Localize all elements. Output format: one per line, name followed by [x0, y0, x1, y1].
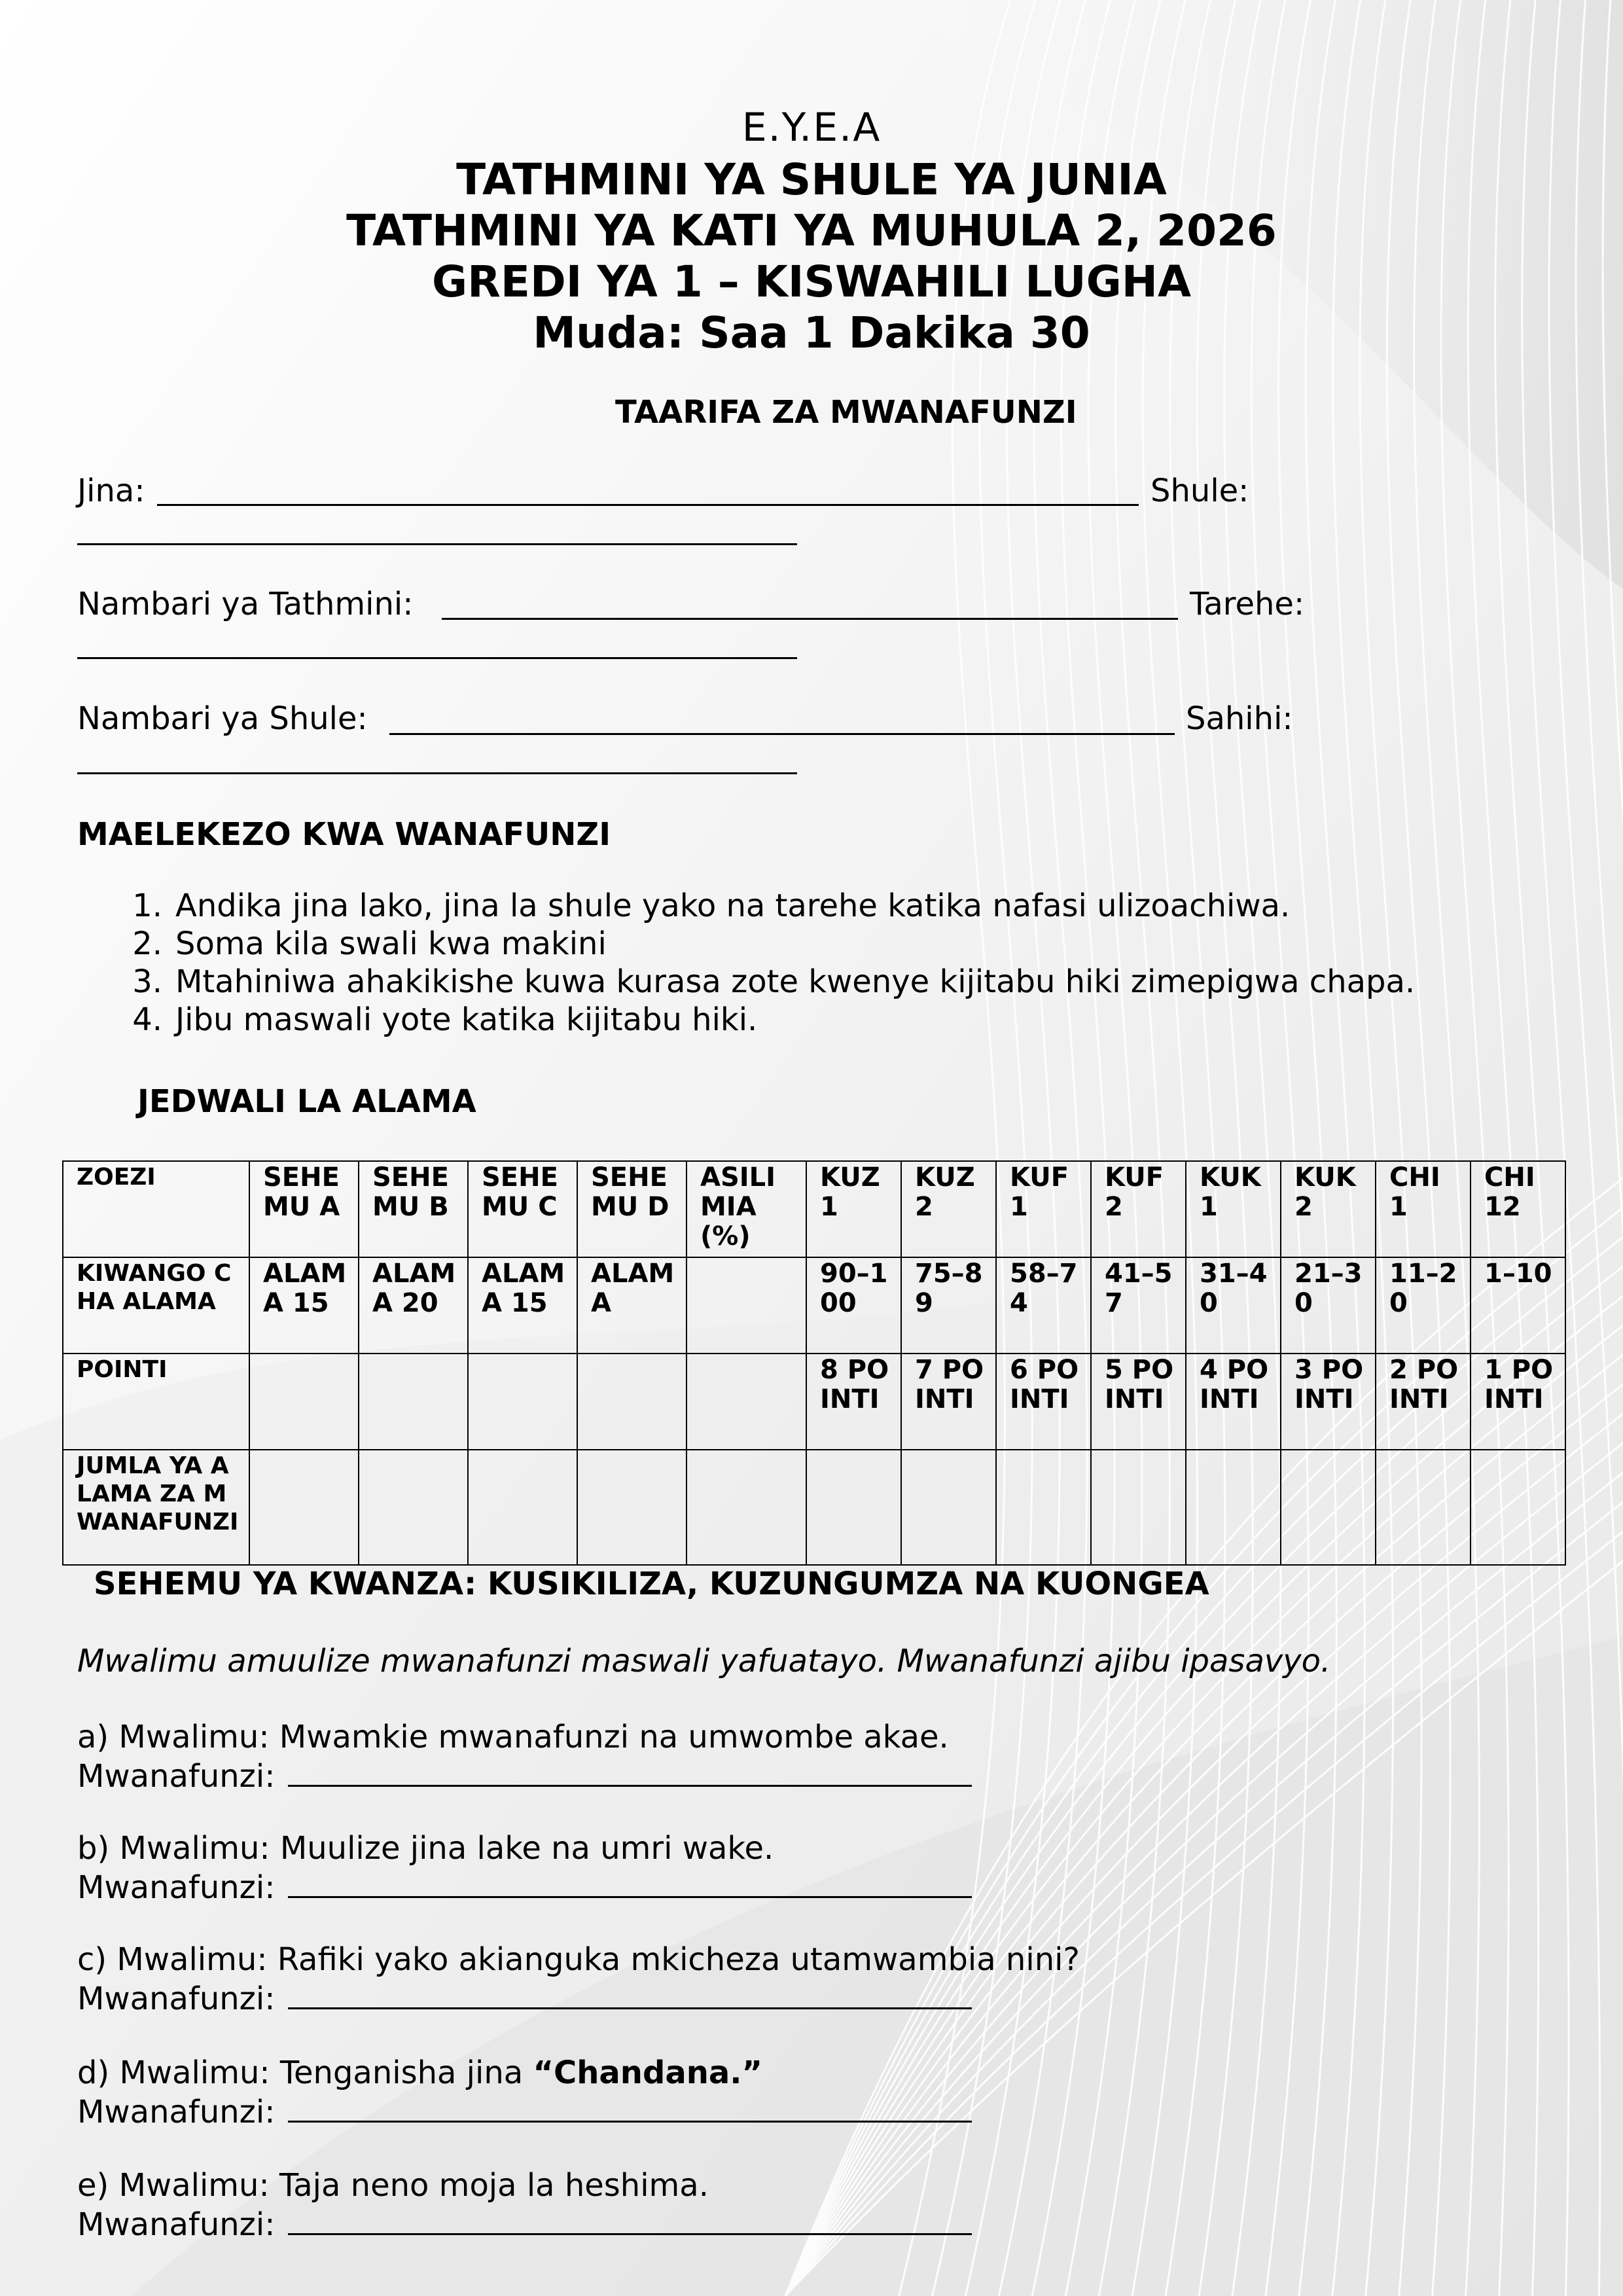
question-prompt: a) Mwalimu: Mwamkie mwanafunzi na umwombe akae.: [77, 1719, 949, 1755]
table-cell: 6 POINTI: [996, 1354, 1091, 1450]
row-header-cell: POINTI: [63, 1354, 249, 1450]
table-cell: 11–20: [1376, 1257, 1471, 1354]
table-cell[interactable]: [806, 1450, 901, 1565]
table-cell[interactable]: [1281, 1450, 1376, 1565]
table-cell: SEHEMU D: [577, 1161, 687, 1257]
table-row: [63, 1450, 1565, 1565]
answer-line: [77, 2092, 972, 2131]
table-cell: ALAMA 15: [468, 1257, 577, 1354]
answer-label: Mwanafunzi:: [77, 1869, 276, 1906]
table-cell: ALAMA: [577, 1257, 687, 1354]
table-cell: 4 POINTI: [1186, 1354, 1281, 1450]
table-cell: 5 POINTI: [1091, 1354, 1186, 1450]
table-cell: KUF 2: [1091, 1161, 1186, 1257]
question-item: [77, 2166, 972, 2244]
table-cell[interactable]: [901, 1450, 996, 1565]
student-info-title: TAARIFA ZA MWANAFUNZI: [615, 394, 1077, 431]
table-cell: [249, 1354, 359, 1450]
question-item: [77, 1941, 1080, 2018]
table-cell[interactable]: [687, 1450, 806, 1565]
answer-line: [77, 1867, 972, 1907]
question-text: [77, 1718, 972, 1756]
table-cell[interactable]: [249, 1450, 359, 1565]
question-text: [77, 2054, 972, 2092]
table-cell[interactable]: [996, 1450, 1091, 1565]
table-cell[interactable]: [1376, 1450, 1471, 1565]
table-cell: 7 POINTI: [901, 1354, 996, 1450]
question-item: [77, 2054, 972, 2131]
question-prompt: e) Mwalimu: Taja neno moja la heshima.: [77, 2167, 709, 2204]
table-cell: SEHEMU A: [249, 1161, 359, 1257]
table-cell: 58–74: [996, 1257, 1091, 1354]
table-cell: ALAMA 20: [359, 1257, 468, 1354]
answer-field[interactable]: [288, 1979, 972, 2009]
table-cell: 8 POINTI: [806, 1354, 901, 1450]
table-cell: 21–30: [1281, 1257, 1376, 1354]
table-cell: KUK 1: [1186, 1161, 1281, 1257]
score-table: [62, 1160, 1566, 1566]
table-cell[interactable]: [359, 1450, 468, 1565]
signature-label: Sahihi:: [1186, 700, 1293, 737]
section1-instruction: Mwalimu amuulize mwanafunzi maswali yafuatayo. Mwanafunzi ajibu ipasavyo.: [77, 1643, 1331, 1679]
table-cell: SEHEMU C: [468, 1161, 577, 1257]
table-cell: 3 POINTI: [1281, 1354, 1376, 1450]
table-cell: CHI 1: [1376, 1161, 1471, 1257]
answer-label: Mwanafunzi:: [77, 1981, 276, 2017]
section1-title: SEHEMU YA KWANZA: KUSIKILIZA, KUZUNGUMZA NA KUONGEA: [94, 1566, 1209, 1602]
answer-field[interactable]: [288, 2204, 972, 2235]
answer-line: [77, 1979, 1080, 2018]
school-field[interactable]: [77, 543, 797, 545]
table-cell: KUK 2: [1281, 1161, 1376, 1257]
table-row: [63, 1257, 1565, 1354]
table-cell: [359, 1354, 468, 1450]
table-cell: 1–10: [1471, 1257, 1565, 1354]
question-item: [77, 1829, 972, 1907]
table-cell[interactable]: [1091, 1450, 1186, 1565]
question-emphasis: “Chandana.”: [533, 2054, 763, 2091]
answer-field[interactable]: [288, 1756, 972, 1787]
table-cell[interactable]: [1471, 1450, 1565, 1565]
table-cell: [687, 1257, 806, 1354]
table-cell: 31–40: [1186, 1257, 1281, 1354]
question-text: [77, 1941, 1080, 1979]
list-item: 1. Andika jina lako, jina la shule yako na tarehe katika nafasi ulizoachiwa.: [132, 888, 1291, 924]
exam-number-field[interactable]: [442, 618, 1178, 620]
date-field[interactable]: [77, 657, 797, 659]
date-label: Tarehe:: [1190, 586, 1305, 622]
question-prompt: b) Mwalimu: Muulize jina lake na umri wake.: [77, 1830, 774, 1867]
table-cell[interactable]: [1186, 1450, 1281, 1565]
table-cell: KUF 1: [996, 1161, 1091, 1257]
row-header-cell: ZOEZI: [63, 1161, 249, 1257]
table-cell: CHI 12: [1471, 1161, 1565, 1257]
instructions-title: MAELEKEZO KWA WANAFUNZI: [77, 816, 611, 853]
exam-title-line2: TATHMINI YA KATI YA MUHULA 2, 2026: [346, 206, 1277, 256]
exam-title-line3: GREDI YA 1 – KISWAHILI LUGHA: [431, 257, 1192, 307]
name-field[interactable]: [157, 504, 1139, 506]
question-prompt: d) Mwalimu: Tenganisha jina: [77, 2054, 533, 2091]
answer-label: Mwanafunzi:: [77, 2206, 276, 2243]
table-cell: [577, 1354, 687, 1450]
answer-label: Mwanafunzi:: [77, 1758, 276, 1795]
instructions-list: [77, 887, 1415, 1039]
school-number-field[interactable]: [389, 733, 1175, 735]
row-header-cell: KIWANGO CHA ALAMA: [63, 1257, 249, 1354]
question-text: [77, 2166, 972, 2204]
table-cell: ALAMA 15: [249, 1257, 359, 1354]
question-prompt: c) Mwalimu: Rafiki yako akianguka mkicheza utamwambia nini?: [77, 1941, 1080, 1978]
list-item: 2. Soma kila swali kwa makini: [132, 925, 607, 962]
table-cell: [687, 1354, 806, 1450]
table-row: [63, 1161, 1565, 1257]
table-cell: KUZ 1: [806, 1161, 901, 1257]
exam-number-label: Nambari ya Tathmini:: [77, 586, 414, 622]
table-cell[interactable]: [468, 1450, 577, 1565]
name-label: Jina:: [77, 473, 145, 509]
exam-duration: Muda: Saa 1 Dakika 30: [533, 308, 1090, 358]
table-cell: 1 POINTI: [1471, 1354, 1565, 1450]
table-cell: 90–100: [806, 1257, 901, 1354]
answer-label: Mwanafunzi:: [77, 2094, 276, 2130]
row-header-cell: JUMLA YA ALAMA ZA MWANAFUNZI: [63, 1450, 249, 1565]
question-item: [77, 1718, 972, 1795]
table-cell: 75–89: [901, 1257, 996, 1354]
table-cell: 2 POINTI: [1376, 1354, 1471, 1450]
answer-line: [77, 2204, 972, 2244]
signature-field[interactable]: [77, 772, 797, 774]
school-label: Shule:: [1150, 473, 1249, 509]
table-cell: ASILIMIA (%): [687, 1161, 806, 1257]
organization-name: E.Y.E.A: [741, 105, 882, 151]
table-cell[interactable]: [577, 1450, 687, 1565]
table-row: [63, 1354, 1565, 1450]
answer-field[interactable]: [288, 2092, 972, 2123]
score-table-title: JEDWALI LA ALAMA: [137, 1083, 476, 1120]
exam-title-line1: TATHMINI YA SHULE YA JUNIA: [456, 154, 1167, 205]
answer-line: [77, 1756, 972, 1795]
table-cell: [468, 1354, 577, 1450]
table-cell: 41–57: [1091, 1257, 1186, 1354]
list-item: 3. Mtahiniwa ahakikishe kuwa kurasa zote kwenye kijitabu hiki zimepigwa chapa.: [132, 963, 1416, 1000]
list-item: 4. Jibu maswali yote katika kijitabu hiki.: [132, 1001, 758, 1038]
school-number-label: Nambari ya Shule:: [77, 700, 368, 737]
table-cell: KUZ 2: [901, 1161, 996, 1257]
table-cell: SEHEMU B: [359, 1161, 468, 1257]
question-text: [77, 1829, 972, 1867]
answer-field[interactable]: [288, 1867, 972, 1898]
